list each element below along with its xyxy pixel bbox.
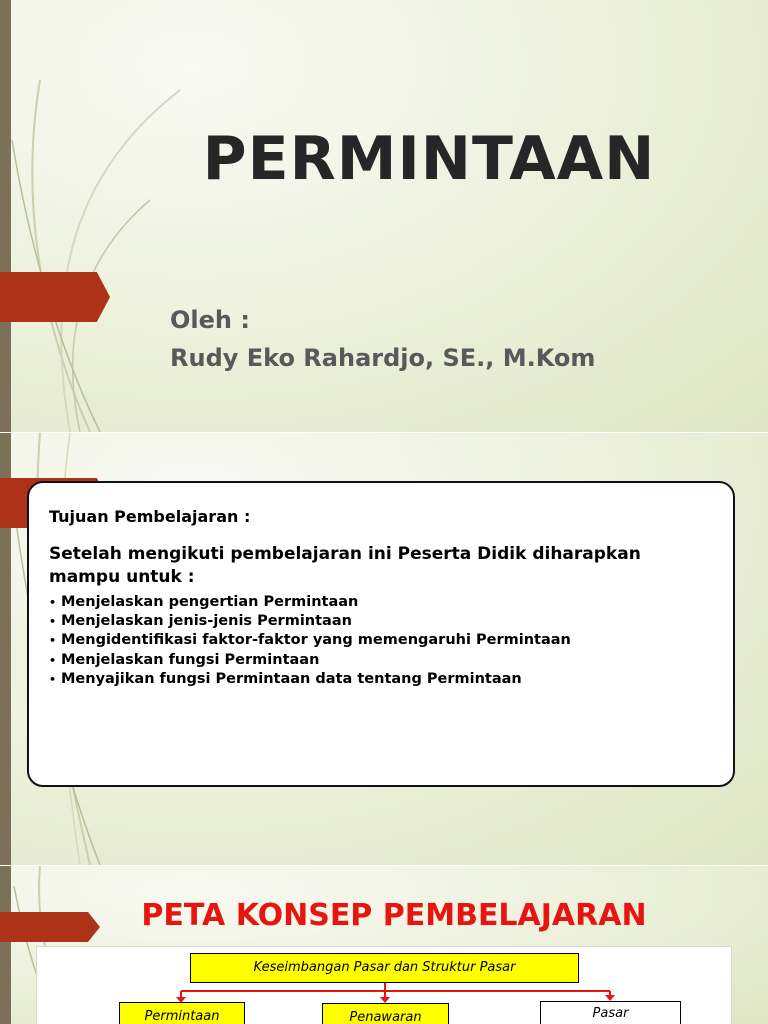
list-item: • Menjelaskan fungsi Permintaan: [49, 651, 571, 670]
arrow-marker: [0, 272, 110, 322]
slide-objectives: [0, 433, 768, 865]
objectives-intro: Setelah mengikuti pembelajaran ini Peserta Didik diharapkan mampu untuk :: [49, 544, 641, 587]
concept-map-title: PETA KONSEP PEMBELAJARAN: [141, 898, 647, 933]
objectives-list: [49, 593, 571, 689]
slide-concept-map: [0, 866, 768, 1024]
bullet-icon: •: [49, 596, 57, 609]
list-item: • Mengidentifikasi faktor-faktor yang memengaruhi Permintaan: [49, 631, 571, 650]
by-label: Oleh :: [170, 306, 250, 334]
list-item: • Menjelaskan jenis-jenis Permintaan: [49, 612, 571, 631]
author-name: Rudy Eko Rahardjo, SE., M.Kom: [170, 344, 596, 372]
bullet-icon: •: [49, 615, 57, 629]
bullet-icon: •: [49, 634, 57, 648]
concept-penawaran-box: Penawaran: [322, 1003, 449, 1024]
objectives-heading: Tujuan Pembelajaran :: [49, 507, 251, 526]
objectives-card: [27, 481, 735, 787]
concept-map: [36, 946, 732, 1024]
page-title: PERMINTAAN: [202, 124, 656, 194]
list-item: • Menjelaskan pengertian Permintaan: [49, 593, 571, 612]
concept-permintaan-box: Permintaan: [119, 1002, 245, 1024]
list-item: • Menyajikan fungsi Permintaan data tentang Permintaan: [49, 670, 571, 689]
bullet-icon: •: [49, 672, 57, 686]
concept-pasar-box: Pasar: [540, 1001, 681, 1024]
bullet-icon: •: [49, 653, 57, 667]
concept-root-box: Keseimbangan Pasar dan Struktur Pasar: [190, 953, 579, 983]
slide-title: [0, 0, 768, 432]
